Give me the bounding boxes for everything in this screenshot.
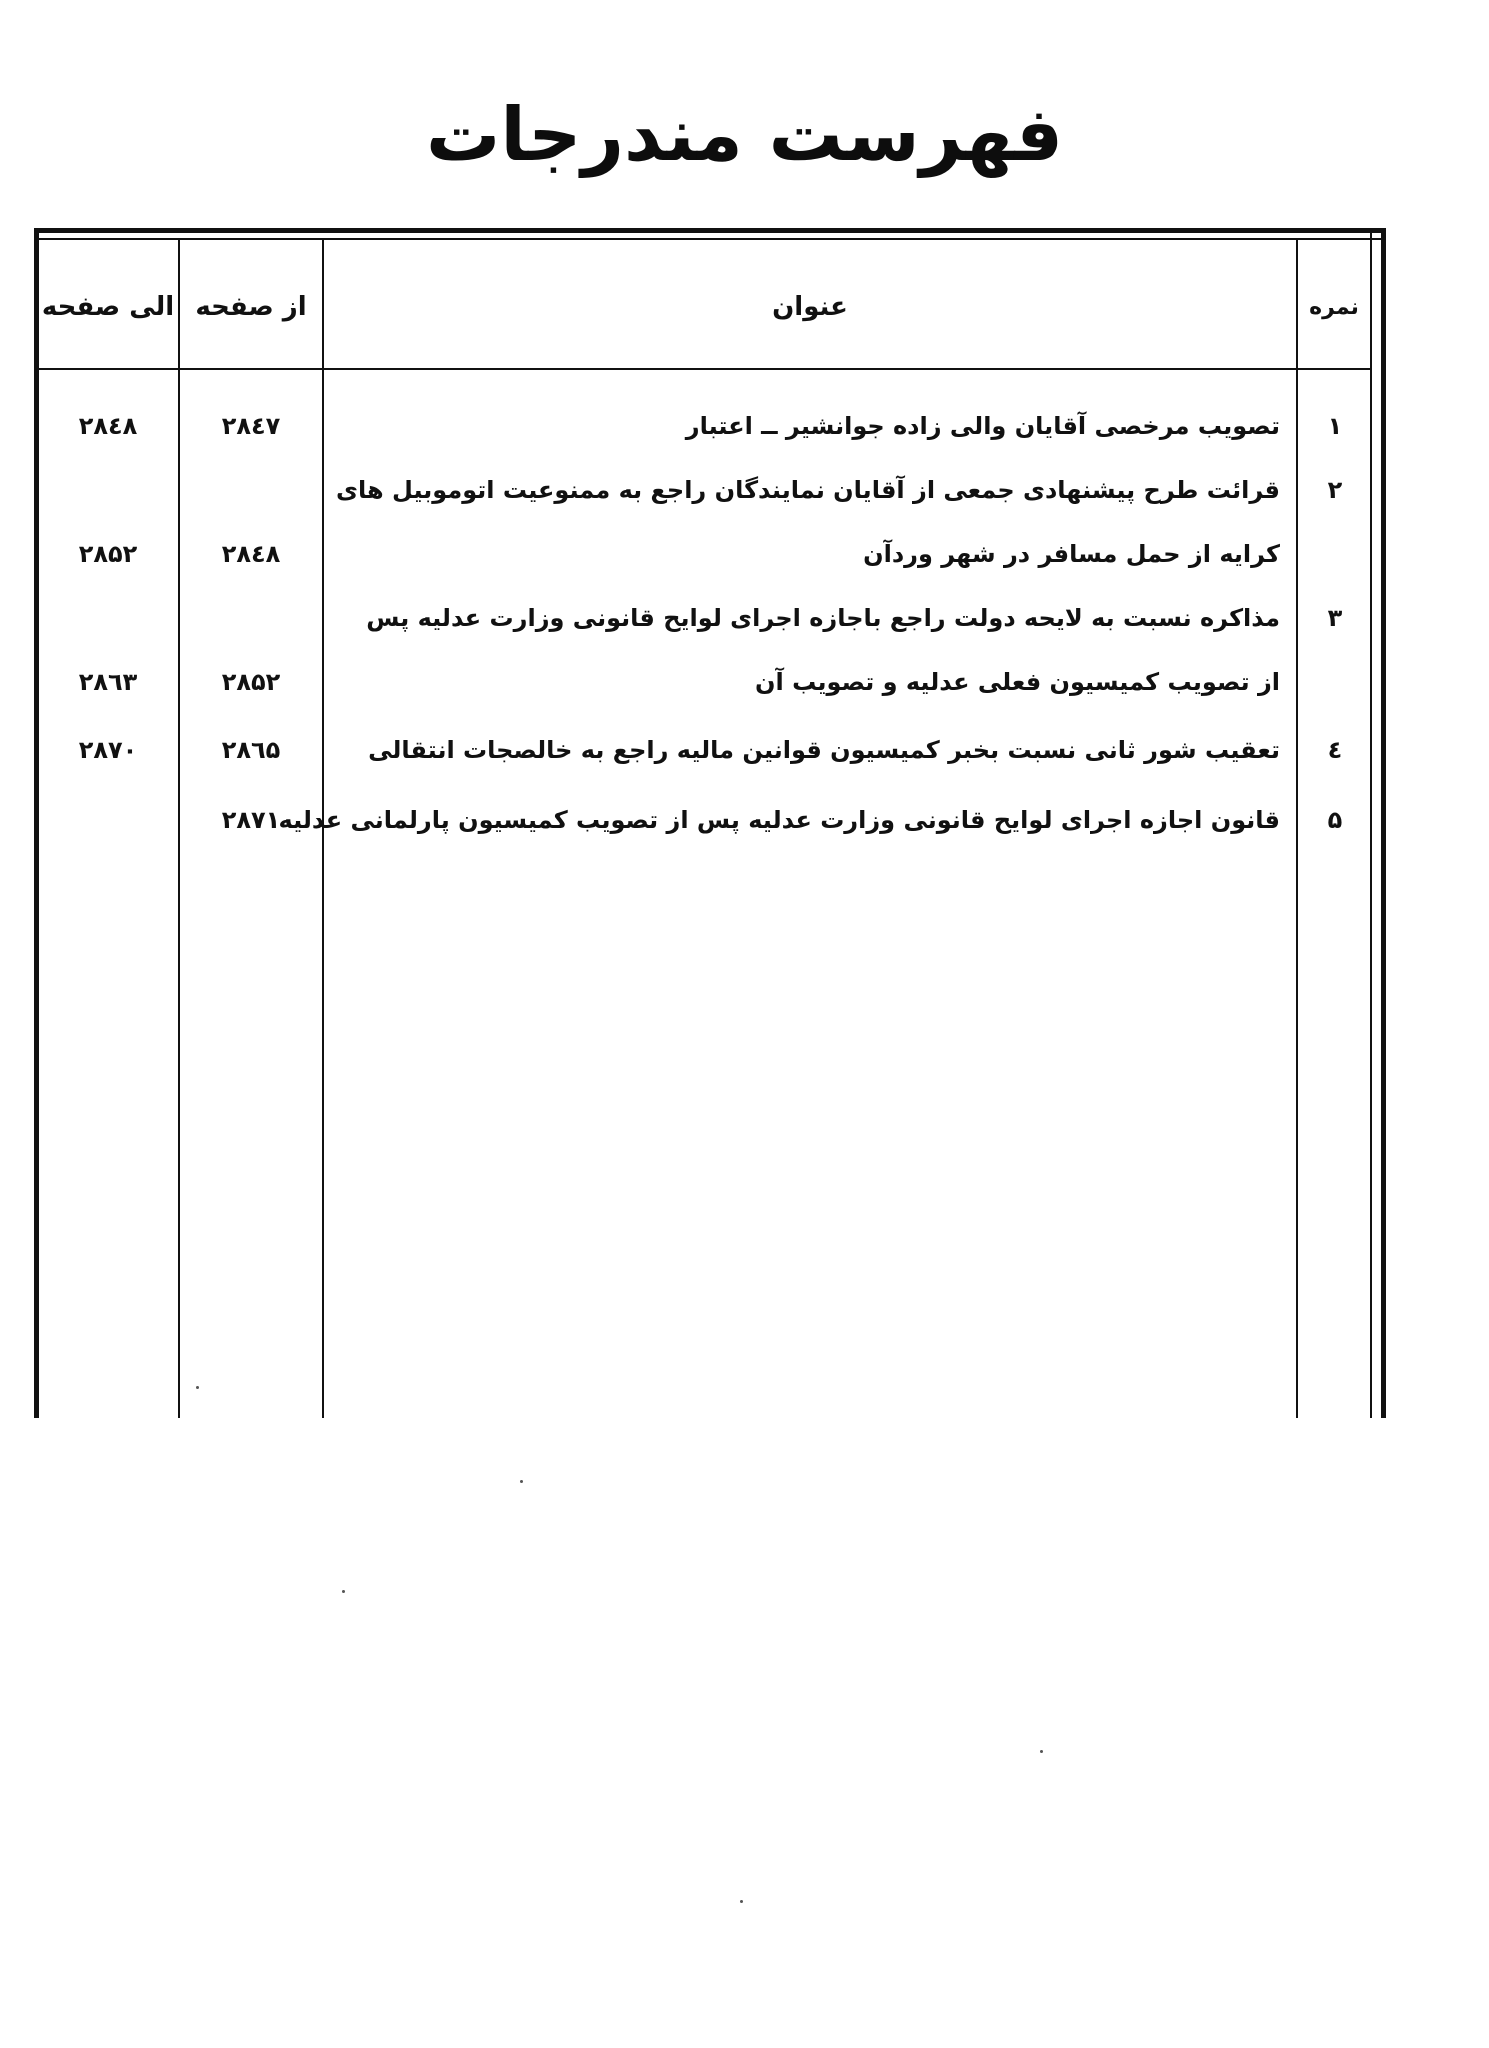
scan-speck bbox=[196, 1386, 199, 1389]
row-to-page: ۲۸٦۳ bbox=[78, 668, 138, 696]
header-from-page: از صفحه bbox=[195, 292, 307, 322]
row-to-page: ۲۸٤۸ bbox=[78, 412, 138, 440]
row-title: قانون اجازه اجرای لوایح قانونی وزارت عدلیه پس از تصویب کمیسیون پارلمانی عدلیه bbox=[278, 806, 1280, 834]
table-top-rule-thin bbox=[34, 238, 1386, 240]
table-row bbox=[34, 718, 1386, 782]
scan-speck bbox=[740, 1900, 743, 1903]
row-number: ۵ bbox=[1327, 806, 1343, 834]
row-number: ۳ bbox=[1327, 604, 1343, 632]
row-to-page: ۲۸۷۰ bbox=[78, 736, 138, 764]
row-number: ٤ bbox=[1327, 736, 1343, 764]
table-top-rule bbox=[34, 228, 1386, 233]
scan-speck bbox=[342, 1590, 345, 1593]
row-from-page: ۲۸۷۱ bbox=[221, 806, 281, 834]
table-row bbox=[34, 586, 1386, 650]
contents-table bbox=[34, 228, 1386, 1418]
header-to-page: الی صفحه bbox=[41, 292, 175, 322]
table-row bbox=[34, 788, 1386, 852]
row-to-page bbox=[38, 788, 178, 852]
table-row-continuation bbox=[34, 522, 1386, 586]
table-row bbox=[34, 394, 1386, 458]
row-number: ۱ bbox=[1327, 412, 1343, 440]
row-title: تصویب مرخصی آقایان والی زاده جوانشیر ــ اعتبار bbox=[685, 412, 1280, 440]
row-from-page: ۲۸۵۲ bbox=[221, 668, 281, 696]
table-row-continuation bbox=[34, 650, 1386, 714]
header-number: نمره bbox=[1309, 294, 1359, 320]
row-number: ۲ bbox=[1327, 476, 1343, 504]
row-title: مذاکره نسبت به لایحه دولت راجع باجازه اجرای لوایح قانونی وزارت عدلیه پس bbox=[366, 604, 1280, 632]
row-from-page: ۲۸٦۵ bbox=[221, 736, 281, 764]
row-title: از تصویب کمیسیون فعلی عدلیه و تصویب آن bbox=[755, 668, 1280, 696]
page-title: فهرست مندرجات bbox=[425, 92, 1064, 178]
row-from-page: ۲۸٤۷ bbox=[221, 412, 281, 440]
scan-speck bbox=[1040, 1750, 1043, 1753]
table-row bbox=[34, 458, 1386, 522]
row-from-page: ۲۸٤۸ bbox=[221, 540, 281, 568]
header-rule bbox=[34, 368, 1372, 370]
row-title: تعقیب شور ثانی نسبت بخبر کمیسیون قوانین مالیه راجع به خالصجات انتقالی bbox=[368, 736, 1280, 764]
row-title: قرائت طرح پیشنهادی جمعی از آقایان نمایندگان راجع به ممنوعیت اتوموبیل های bbox=[336, 476, 1280, 504]
row-title: کرایه از حمل مسافر در شهر وردآن bbox=[863, 540, 1280, 568]
scan-speck bbox=[520, 1480, 523, 1483]
row-to-page: ۲۸۵۲ bbox=[78, 540, 138, 568]
header-title: عنوان bbox=[772, 292, 848, 322]
